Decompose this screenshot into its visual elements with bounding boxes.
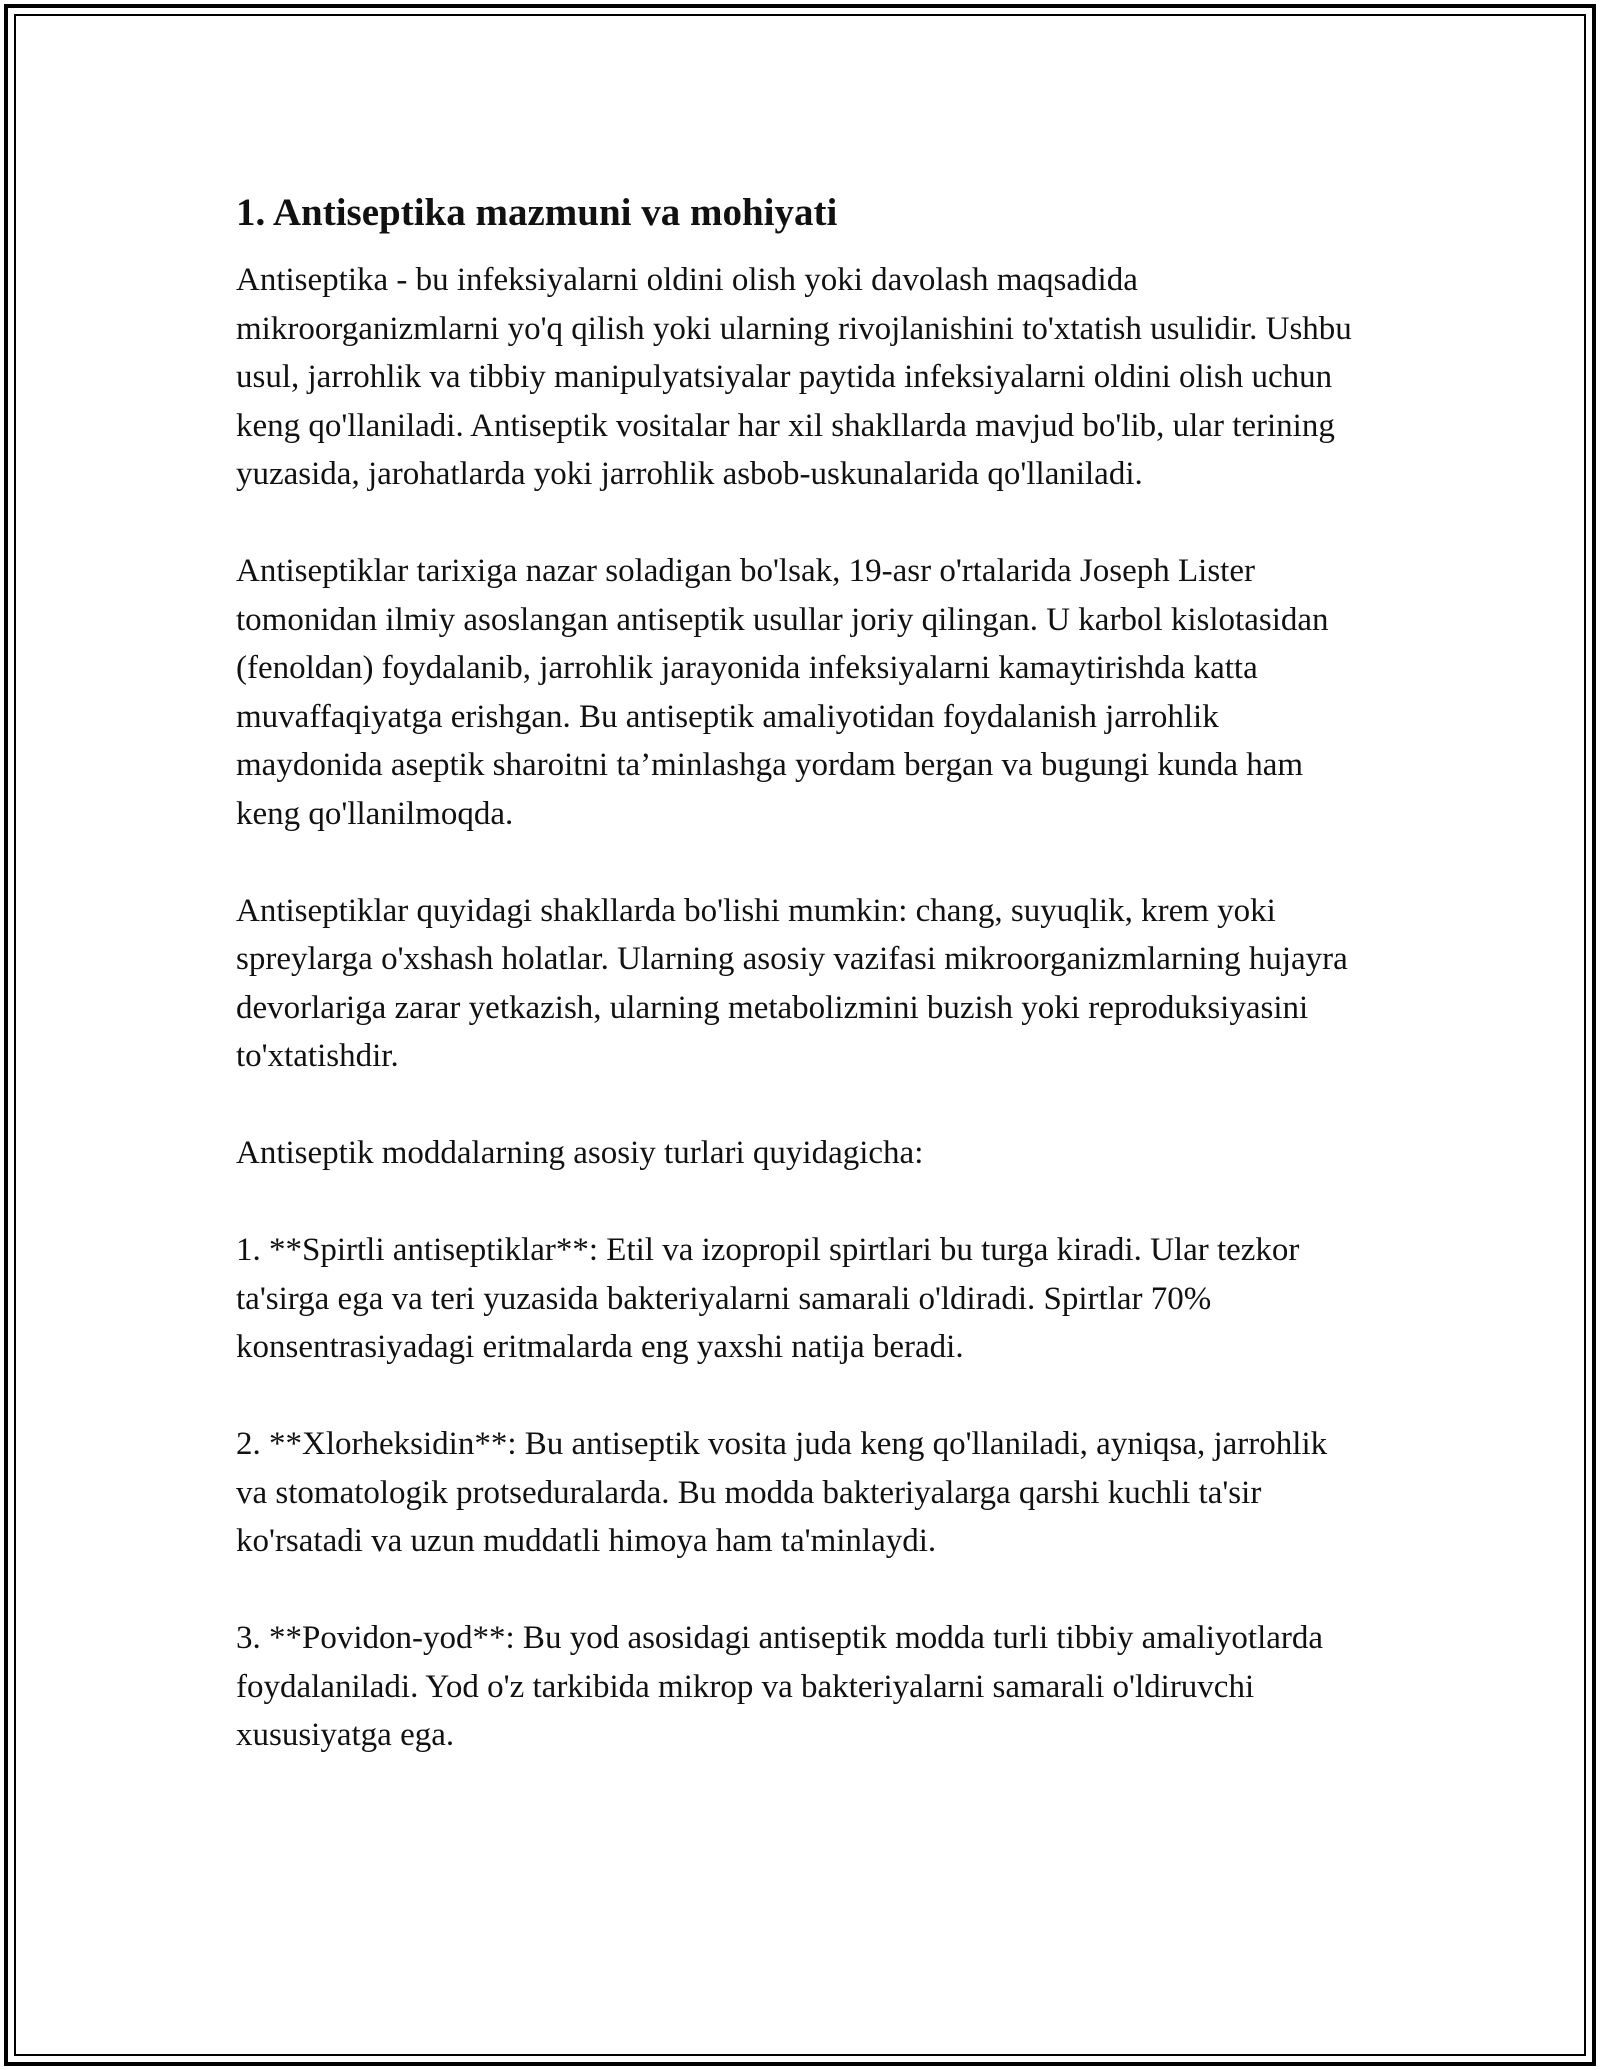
paragraph-definition: Antiseptika - bu infeksiyalarni oldini olish yoki davolash maqsadida mikroorganizmlarni yo'q qilish yoki ularning rivojlanishini to'xtatish usulidir. Ushbu usul, jarrohlik va tibbiy manipulyatsiyalar paytida infeksiyalarni oldini olish uchun keng qo'llaniladi. Antiseptik vositalar har xil shakllarda mavjud bo'lib, ular terining yuzasida, jarohatlarda yoki jarrohlik asbob-uskunalarida qo'llaniladi. xyxy=(236,262,1352,492)
section-heading: 1. Antiseptika mazmuni va mohiyati xyxy=(236,191,838,234)
list-item-povidone-iodine: 3. **Povidon-yod**: Bu yod asosidagi antiseptik modda turli tibbiy amaliyotlarda foydalaniladi. Yod o'z tarkibida mikrop va bakteriyalarni samarali o'ldiruvchi xususiyatga ega. xyxy=(236,1620,1324,1753)
list-item-alcohol: 1. **Spirtli antiseptiklar**: Etil va izopropil spirtlari bu turga kiradi. Ular tezkor ta'sirga ega va teri yuzasida bakteriyalarni samarali o'ldiradi. Spirtlar 70% konsentrasiyadagi eritmalarda eng yaxshi natija beradi. xyxy=(236,1232,1300,1365)
paragraph-types-intro: Antiseptik moddalarning asosiy turlari quyidagicha: xyxy=(236,1135,924,1171)
document-content xyxy=(236,186,1366,1760)
paragraph-forms: Antiseptiklar quyidagi shakllarda bo'lishi mumkin: chang, suyuqlik, krem yoki spreylarga o'xshash holatlar. Ularning asosiy vazifasi mikroorganizmlarning hujayra devorlariga zarar yetkazish, ularning metabolizmini buzish yoki reproduksiyasini to'xtatishdir. xyxy=(236,892,1348,1074)
paragraph-history: Antiseptiklar tarixiga nazar soladigan bo'lsak, 19-asr o'rtalarida Joseph Lister tomonidan ilmiy asoslangan antiseptik usullar joriy qilingan. U karbol kislotasidan (fenoldan) foydalanib, jarrohlik jarayonida infeksiyalarni kamaytirishda katta muvaffaqiyatga erishgan. Bu antiseptik amaliyotidan foydalanish jarrohlik maydonida aseptik sharoitni ta’minlashga yordam bergan va bugungi kunda ham keng qo'llanilmoqda. xyxy=(236,553,1329,832)
list-item-chlorhexidine: 2. **Xlorheksidin**: Bu antiseptik vosita juda keng qo'llaniladi, ayniqsa, jarrohlik va stomatologik protseduralarda. Bu modda bakteriyalarga qarshi kuchli ta'sir ko'rsatadi va uzun muddatli himoya ham ta'minlaydi. xyxy=(236,1426,1328,1559)
